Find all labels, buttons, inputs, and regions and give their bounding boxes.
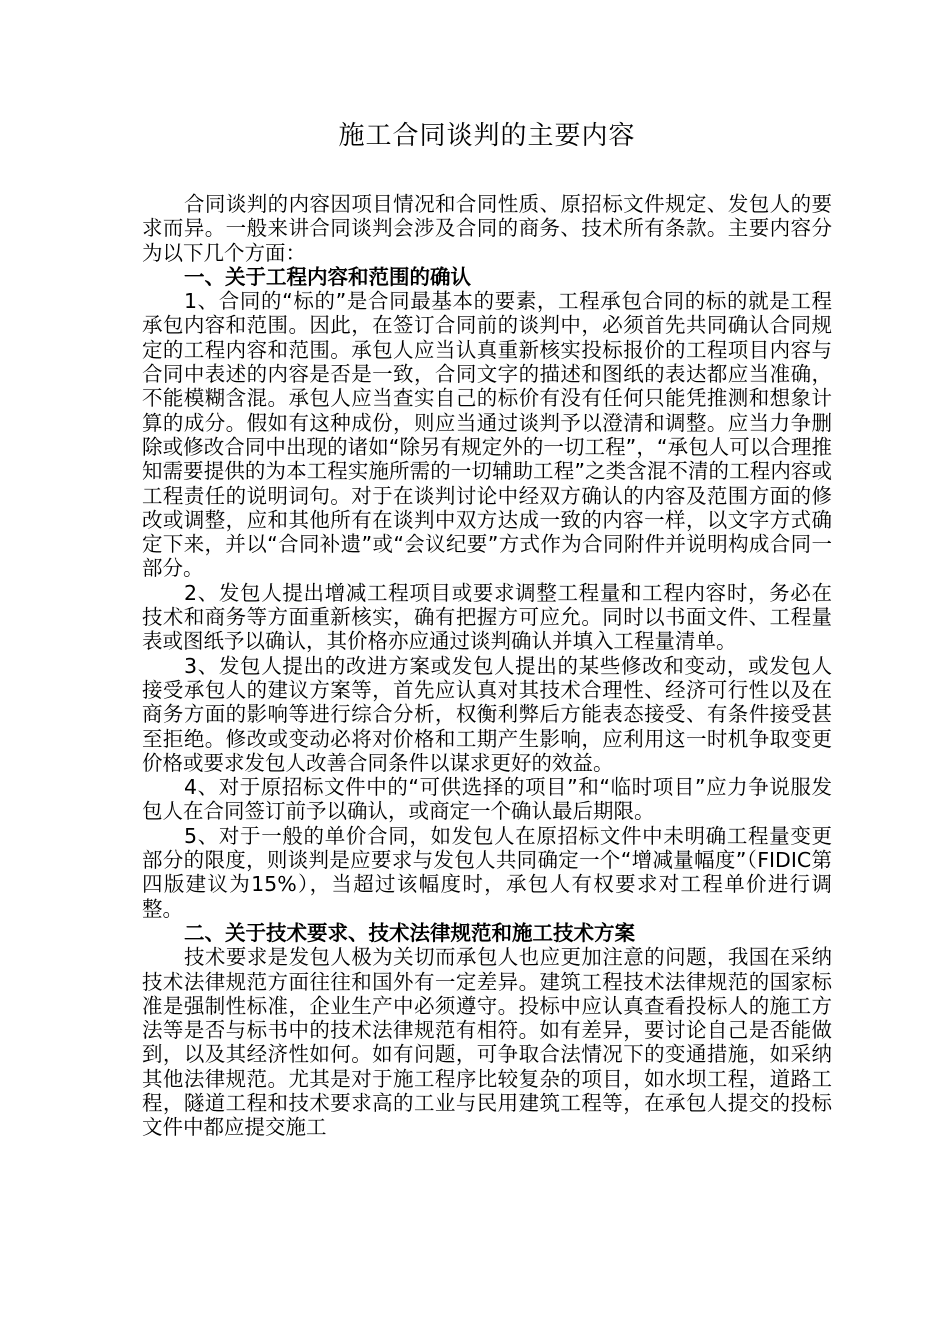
intro-paragraph: 合同谈判的内容因项目情况和合同性质、原招标文件规定、发包人的要求而异。一般来讲合同谈判会涉及合同的商务、技术所有条款。主要内容分为以下几个方面： [142,192,832,265]
section-1-paragraph-2: 2、发包人提出增减工程项目或要求调整工程量和工程内容时，务必在技术和商务等方面重新核实，确有把握方可应允。同时以书面文件、工程量表或图纸予以确认，其价格亦应通过谈判确认并填入工程量清单。 [142,580,832,654]
document-page [142,118,832,1140]
section-1-heading: 一、关于工程内容和范围的确认 [184,264,471,289]
document-body [142,192,832,1140]
section-1-paragraph-5: 5、对于一般的单价合同，如发包人在原招标文件中未明确工程量变更部分的限度，则谈判是应要求与发包人共同确定一个“增减量幅度”（FIDIC第四版建议为15%），当超过该幅度时，承包人有权要求对工程单价进行调整。 [142,823,832,921]
section-2-paragraph-1: 技术要求是发包人极为关切而承包人也应更加注意的问题，我国在采纳技术法律规范方面往往和国外有一定差异。建筑工程技术法律规范的国家标准是强制性标准，企业生产中必须遵守。投标中应认真查看投标人的施工方法等是否与标书中的技术法律规范有相符。如有差异，要讨论自己是否能做到，以及其经济性如何。如有问题，可争取合法情况下的变通措施，如采纳其他法律规范。尤其是对于施工程序比较复杂的项目，如水坝工程，道路工程，隧道工程和技术要求高的工业与民用建筑工程等，在承包人提交的投标文件中都应提交施工 [142,945,832,1140]
section-1-paragraph-1: 1、合同的“标的”是合同最基本的要素，工程承包合同的标的就是工程承包内容和范围。因此，在签订合同前的谈判中，必须首先共同确认合同规定的工程内容和范围。承包人应当认真重新核实投标报价的工程项目内容与合同中表述的内容是否是一致，合同文字的描述和图纸的表达都应当准确，不能模糊含混。承包人应当查实自己的标价有没有任何只能凭推测和想象计算的成分。假如有这种成份，则应当通过谈判予以澄清和调整。应当力争删除或修改合同中出现的诸如“除另有规定外的一切工程”，“承包人可以合理推知需要提供的为本工程实施所需的一切辅助工程”之类含混不清的工程内容或工程责任的说明词句。对于在谈判讨论中经双方确认的内容及范围方面的修改或调整，应和其他所有在谈判中双方达成一致的内容一样，以文字方式确定下来，并以“合同补遗”或“会议纪要”方式作为合同附件并说明构成合同一部分。 [142,289,832,581]
section-2-heading: 二、关于技术要求、技术法律规范和施工技术方案 [184,920,635,945]
section-1-paragraph-4: 4、对于原招标文件中的“可供选择的项目”和“临时项目”应力争说服发包人在合同签订前予以确认，或商定一个确认最后期限。 [142,775,832,824]
document-title: 施工合同谈判的主要内容 [338,121,636,151]
section-1-paragraph-3: 3、发包人提出的改进方案或发包人提出的某些修改和变动，或发包人接受承包人的建议方案等，首先应认真对其技术合理性、经济可行性以及在商务方面的影响等进行综合分析，权衡利弊后方能表态接受、有条件接受甚至拒绝。修改或变动必将对价格和工期产生影响，应利用这一时机争取变更价格或要求发包人改善合同条件以谋求更好的效益。 [142,653,832,775]
